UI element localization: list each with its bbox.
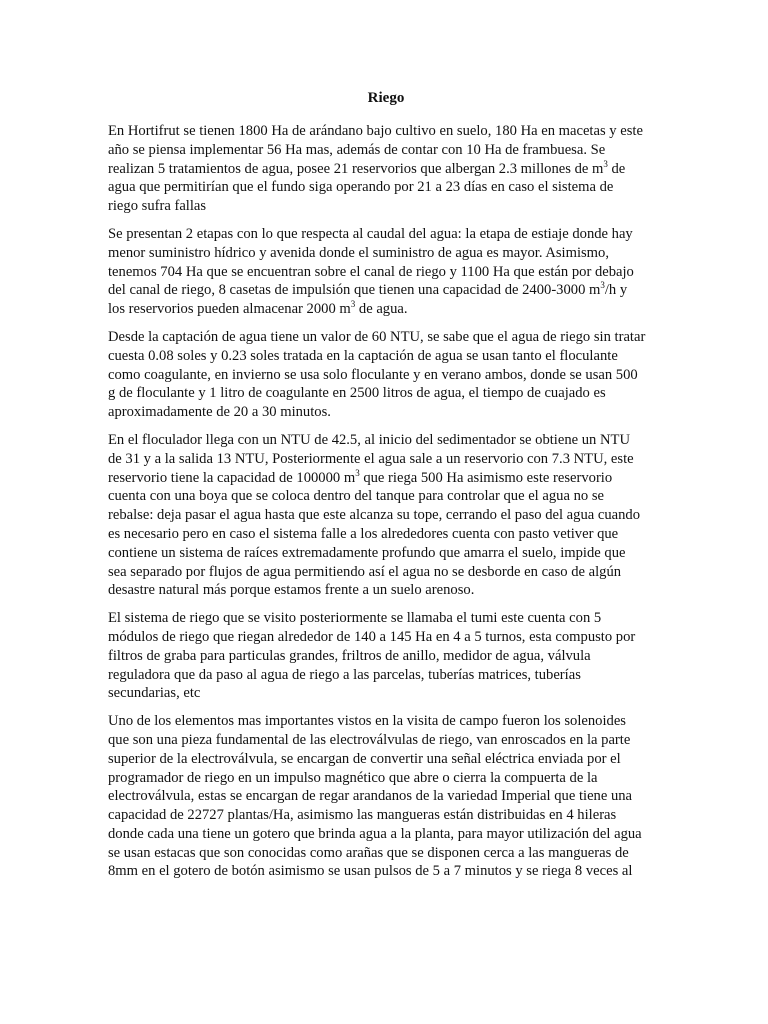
text-line [108,769,664,788]
text-segment: aproximadamente de 20 a 30 minutos. [108,404,331,421]
text-line [108,712,664,731]
text-segment: sea separado por flujos de agua permitiendo así el agua no se desborde en caso de algún [108,563,622,580]
text-segment: En el floculador llega con un NTU de 42.5, al inicio del sedimentador se obtiene un NTU [108,431,630,448]
text-segment: Desde la captación de agua tiene un valor de 60 NTU, se sabe que el agua de riego sin tratar [108,328,646,345]
text-segment: Se presentan 2 etapas con lo que respecta al caudal del agua: la etapa de estiaje donde hay [108,225,633,242]
text-segment: capacidad de 22727 plantas/Ha, asimismo las mangueras están distribuidas en 4 hileras [108,807,617,824]
text-segment: programador de riego en un impulso magnético que abre o cierra la compuerta de la [108,769,598,786]
text-line [108,281,664,300]
text-segment: superior de la electroválvula, se encargan de convertir una señal eléctrica enviada por el [108,750,621,767]
document-page [108,88,664,890]
text-segment: que son una pieza fundamental de las electroválvulas de riego, van enroscados en la parte [108,731,631,748]
text-segment: como coagulante, en invierno se usa solo floculante y en verano ambos, donde se usan 500 [108,366,638,383]
text-segment: se usan estacas que son conocidas como arañas que se disponen cerca a las mangueras de [108,844,629,861]
paragraph [108,328,664,422]
text-segment: rebalse: deja pasar el agua hasta que este alcanza su tope, cerrando el paso del agua cuando [108,507,641,524]
text-segment: contiene un sistema de raíces extremadamente profundo que amarra el suelo, impide que [108,544,626,561]
text-line [108,328,664,347]
text-line [108,403,664,422]
text-segment: En Hortifrut se tienen 1800 Ha de arándano bajo cultivo en suelo, 180 Ha en macetas y este [108,123,643,139]
text-line [108,244,664,263]
text-line [108,160,664,179]
text-segment: donde cada una tiene un gotero que brinda agua a la planta, para mayor utilización del agua [108,825,642,842]
paragraph [108,225,664,319]
text-segment: electroválvula, estas se encargan de regar arandanos de la variedad Imperial que tiene una [108,788,633,805]
text-line [108,750,664,769]
text-line [108,225,664,244]
superscript: 3 [355,467,360,478]
text-line [108,366,664,385]
text-segment: El sistema de riego que se visito posteriormente se llamaba el tumi este cuenta con 5 [108,610,602,627]
text-segment: de [607,160,626,177]
text-segment: del canal de riego, 8 casetas de impulsión que tienen una capacidad de 2400-3000 m [108,282,601,299]
text-line [108,609,664,628]
text-line [108,347,664,366]
text-line [108,581,664,600]
text-line [108,431,664,450]
text-segment: filtros de graba para particulas grandes, friltros de anillo, medidor de agua, válvula [108,647,591,664]
text-line [108,684,664,703]
text-segment: desastre natural más porque estamos frente a un suelo arenoso. [108,582,475,599]
text-line [108,844,664,863]
superscript: 3 [600,280,605,291]
paragraph [108,712,664,881]
document-body [108,122,664,881]
text-segment: cuenta con una boya que se coloca dentro del tanque para controlar que el agua no se [108,488,604,505]
text-line [108,197,664,216]
text-segment: cuesta 0.08 soles y 0.23 soles tratada en la captación de agua se usan tanto el floculante [108,347,618,364]
text-segment: año se piensa implementar 56 Ha mas, además de contar con 10 Ha de frambuesa. Se [108,141,606,158]
paragraph [108,122,664,216]
text-segment: g de floculante y 1 litro de coagulante en 2500 litros de agua, el tiempo de cuajado es [108,385,606,402]
text-line [108,647,664,666]
text-line [108,450,664,469]
text-segment: menor suministro hídrico y avenida donde el suministro de agua es mayor. Asimismo, [108,244,609,261]
text-line [108,731,664,750]
text-segment: Uno de los elementos mas importantes vistos en la visita de campo fueron los solenoides [108,713,626,730]
text-line [108,122,664,141]
text-line [108,487,664,506]
text-line [108,862,664,881]
text-segment: riego sufra fallas [108,198,207,215]
paragraph [108,609,664,703]
paragraph [108,431,664,600]
text-line [108,263,664,282]
text-segment: los reservorios pueden almacenar 2000 m [108,301,351,318]
text-line [108,141,664,160]
text-segment: secundarias, etc [108,685,201,702]
text-segment: tenemos 704 Ha que se encuentran sobre el canal de riego y 1100 Ha que están por debajo [108,263,634,280]
text-line [108,787,664,806]
superscript: 3 [603,158,608,169]
text-line [108,806,664,825]
text-line [108,666,664,685]
text-segment: de agua. [355,301,408,318]
text-segment: módulos de riego que riegan alrededor de 140 a 145 Ha en 4 a 5 turnos, esta compusto por [108,628,636,645]
text-line [108,525,664,544]
text-line [108,563,664,582]
text-line [108,544,664,563]
text-segment: 8mm en el gotero de botón asimismo se usan pulsos de 5 a 7 minutos y se riega 8 veces al [108,863,633,880]
text-line [108,300,664,319]
text-line [108,384,664,403]
text-line [108,825,664,844]
text-segment: de 31 y a la salida 13 NTU, Posteriormente el agua sale a un reservorio con 7.3 NTU, este [108,450,634,467]
text-segment: reguladora que da paso al agua de riego a las parcelas, tuberías matrices, tuberías [108,666,581,683]
text-line [108,628,664,647]
text-line [108,506,664,525]
text-line [108,469,664,488]
text-segment: /h y [604,282,628,299]
text-segment: reservorio tiene la capacidad de 100000 m [108,469,356,486]
text-segment: es necesario pero en caso el sistema falle a los alrededores cuenta con pasto vetiver que [108,525,619,542]
text-segment: que riega 500 Ha asimismo este reservorio [359,469,613,486]
text-segment: agua que permitirían que el fundo siga operando por 21 a 23 días en caso el sistema de [108,179,614,196]
text-line [108,178,664,197]
superscript: 3 [350,299,356,310]
text-segment: realizan 5 tratamientos de agua, posee 21 reservorios que albergan 2.3 millones de m [108,160,604,177]
document-title: Riego [367,90,405,106]
